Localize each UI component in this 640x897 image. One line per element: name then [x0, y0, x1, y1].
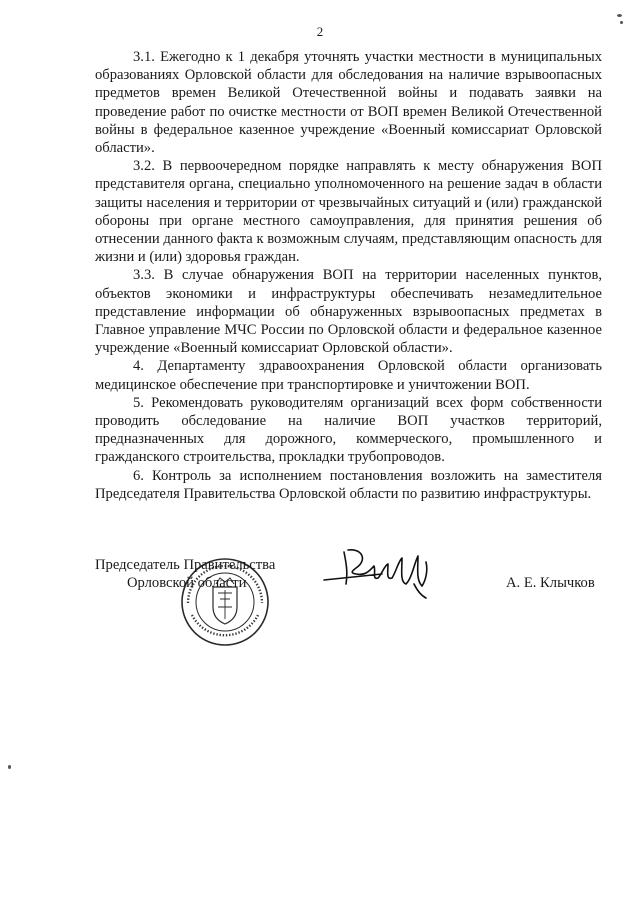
signatory-title-line1: Председатель Правительства: [95, 557, 276, 573]
paragraph-3-2: 3.2. В первоочередном порядке направлять к месту обнаружения ВОП представителя органа, специально уполномоченного на решение задач в области защиты населения и территории от чрезвычайных ситуаций и (или) гражданской обороны при органе местного самоуправления, для принятия решения об отнесении данного факта к возможным случаям, представляющим опасность для жизни и (или) здоровья граждан.: [95, 158, 602, 266]
handwritten-signature: [322, 540, 432, 600]
signatory-title-line2: Орловской области: [127, 575, 247, 591]
page-number: 2: [316, 24, 324, 39]
scan-mark: [620, 21, 623, 24]
scan-mark: [8, 765, 11, 769]
signatory-name: А. Е. Клычков: [506, 575, 595, 591]
paragraph-3-1: 3.1. Ежегодно к 1 декабря уточнять участки местности в муниципальных образованиях Орловской области для обследования на наличие взрывоопасных предметов времен Великой Отечественной войны и подавать заявки на проведение работ по очистке местности от ВОП времен Великой Отечественной войны в федеральное казенное учреждение «Военный комиссариат Орловской области».: [95, 49, 602, 157]
paragraph-4: 4. Департаменту здравоохранения Орловской области организовать медицинское обеспечение при транспортировке и уничтожении ВОП.: [95, 358, 602, 393]
paragraph-6: 6. Контроль за исполнением постановления возложить на заместителя Председателя Правительства Орловской области по развитию инфраструктуры.: [95, 467, 602, 502]
paragraph-3-3: 3.3. В случае обнаружения ВОП на территории населенных пунктов, объектов экономики и инфраструктуры обеспечивать незамедлительное представление информации об обнаруженных взрывоопасных предметах в Главное управление МЧС России по Орловской области и федеральное казенное учреждение «Военный комиссариат Орловской области».: [95, 267, 602, 357]
scan-mark: [617, 14, 622, 17]
paragraph-5: 5. Рекомендовать руководителям организаций всех форм собственности проводить обследование на наличие ВОП участков территорий, предназначенных для дорожного, коммерческого, промышленного и гражданского строительства, прокладки трубопроводов.: [95, 394, 602, 466]
